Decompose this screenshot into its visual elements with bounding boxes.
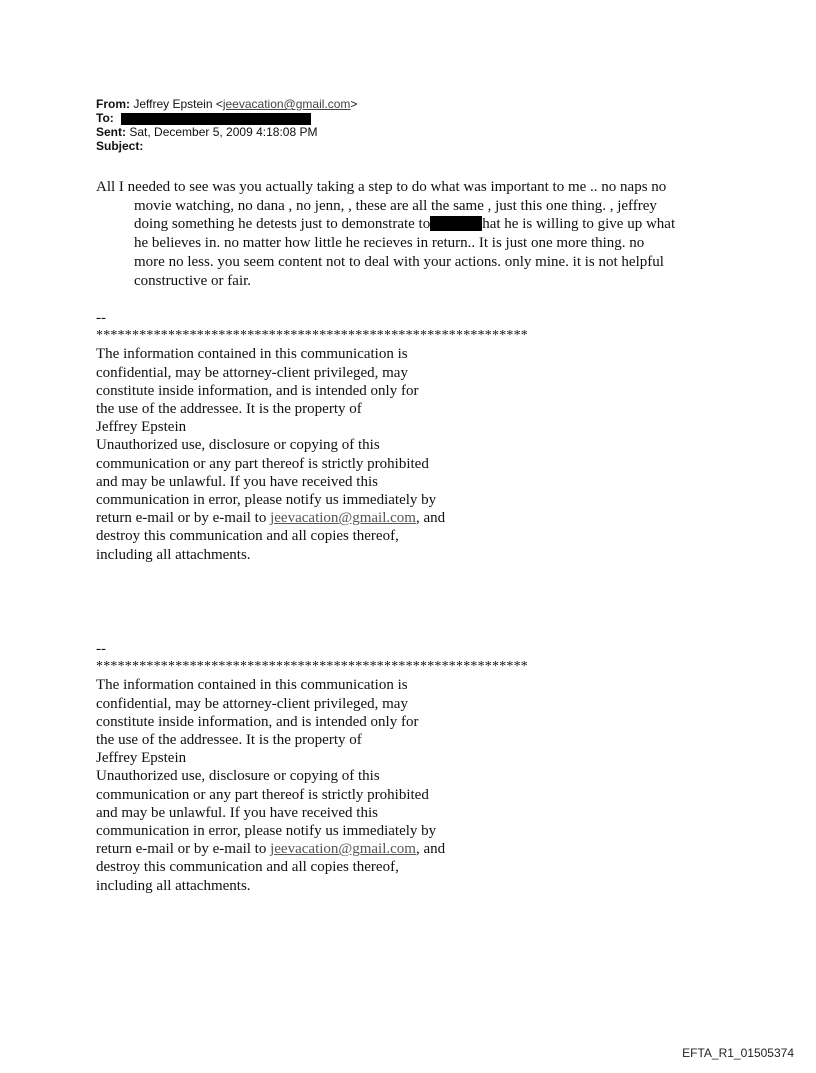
body-line: he believes in. no matter how little he recieves in return.. It is just one more thing. no: [134, 235, 645, 252]
signature-line: confidential, may be attorney-client privileged, may: [96, 695, 408, 712]
subject-label: Subject:: [96, 139, 144, 153]
signature-line: [96, 509, 576, 527]
confidentiality-signature: [96, 309, 576, 564]
body-line: more no less. you seem content not to deal with your actions. only mine. it is not helpful: [134, 253, 664, 270]
body-line: movie watching, no dana , no jenn, , these are all the same , just this one thing. , jeffrey: [134, 197, 657, 214]
signature-email-link[interactable]: jeevacation@gmail.com: [270, 841, 416, 858]
signature-line: and may be unlawful. If you have received this: [96, 473, 378, 490]
signature-line: Jeffrey Epstein: [96, 419, 187, 436]
signature-line: destroy this communication and all copies thereof,: [96, 859, 399, 876]
from-label: From:: [96, 97, 130, 111]
signature-text: return e-mail or by e-mail to: [96, 510, 271, 527]
signature-line: and may be unlawful. If you have received this: [96, 804, 378, 821]
signature-dash: --: [96, 310, 106, 326]
sent-row: [96, 125, 716, 139]
signature-line: the use of the addressee. It is the property of: [96, 732, 362, 749]
signature-line: [96, 840, 576, 858]
signature-line: communication in error, please notify us immediately by: [96, 492, 437, 509]
from-name: Jeffrey Epstein <: [133, 97, 223, 111]
body-text: doing something he detests just to demonstrate to: [134, 216, 431, 233]
signature-dash: --: [96, 641, 106, 657]
body-line: constructive or fair.: [134, 272, 252, 289]
signature-line: The information contained in this communication is: [96, 677, 408, 694]
signature-email-link[interactable]: jeevacation@gmail.com: [270, 510, 416, 527]
signature-line: Unauthorized use, disclosure or copying of this: [96, 768, 380, 785]
sent-label: Sent:: [96, 125, 126, 139]
signature-line: the use of the addressee. It is the property of: [96, 401, 362, 418]
signature-line: The information contained in this communication is: [96, 346, 408, 363]
to-label: To:: [96, 111, 114, 125]
signature-line: Jeffrey Epstein: [96, 750, 187, 767]
signature-line: including all attachments.: [96, 546, 251, 563]
signature-text: , and: [415, 510, 446, 527]
from-close: >: [350, 97, 358, 111]
body-line: [96, 215, 721, 234]
email-header: [96, 97, 716, 153]
from-row: [96, 97, 716, 111]
signature-line: including all attachments.: [96, 877, 251, 894]
from-email-link[interactable]: jeevacation@gmail.com: [222, 97, 351, 111]
subject-row: [96, 139, 716, 153]
message-body: [96, 178, 721, 290]
body-text: hat he is willing to give up what: [482, 216, 676, 233]
signature-text: return e-mail or by e-mail to: [96, 841, 271, 858]
signature-line: communication in error, please notify us immediately by: [96, 823, 437, 840]
signature-line: confidential, may be attorney-client privileged, may: [96, 364, 408, 381]
body-line: All I needed to see was you actually taking a step to do what was important to me .. no naps no: [96, 179, 667, 195]
signature-line: destroy this communication and all copies thereof,: [96, 528, 399, 545]
signature-stars: ************************************************************: [96, 659, 528, 675]
redaction-bar: [430, 216, 482, 231]
signature-line: Unauthorized use, disclosure or copying of this: [96, 437, 380, 454]
signature-line: communication or any part thereof is strictly prohibited: [96, 786, 429, 803]
redaction-bar: [121, 113, 311, 125]
signature-line: communication or any part thereof is strictly prohibited: [96, 455, 429, 472]
confidentiality-signature: [96, 640, 576, 895]
sent-value: Sat, December 5, 2009 4:18:08 PM: [129, 125, 318, 139]
signature-line: constitute inside information, and is intended only for: [96, 713, 419, 730]
to-row: [96, 111, 716, 125]
signature-stars: ************************************************************: [96, 328, 528, 344]
signature-text: , and: [415, 841, 446, 858]
document-id: EFTA_R1_01505374: [682, 1046, 794, 1060]
signature-line: constitute inside information, and is intended only for: [96, 382, 419, 399]
